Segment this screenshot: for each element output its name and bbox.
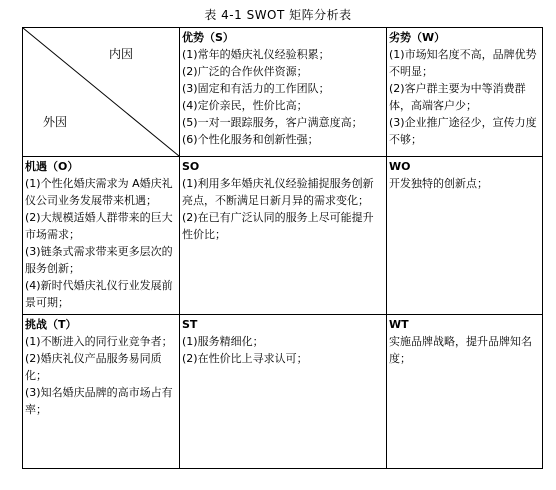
outer-factor-label: 外因 [43,115,68,129]
opportunity-item: (2)大规模适婚人群带来的巨大市场需求； [25,211,173,241]
strength-item: (1)常年的婚庆礼仪经验积累； [182,48,330,61]
threat-item: (2)婚庆礼仪产品服务易同质化； [25,352,162,382]
table-row [23,157,543,315]
threats-heading: 挑战（T） [25,318,77,331]
so-strategy-item: (1)利用多年婚庆礼仪经验捕捉服务创新亮点，不断满足日新月异的需求变化； [182,177,374,207]
strength-item: (5)一对一跟踪服务，客户满意度高； [182,116,363,129]
strength-item: (6)个性化服务和创新性强； [182,133,319,146]
opportunities-heading: 机遇（O） [25,160,79,173]
swot-matrix-table [22,27,543,469]
opportunity-item: (1)个性化婚庆需求为 A婚庆礼仪公司业务发展带来机遇； [25,177,173,207]
st-strategy-item: (1)服务精细化； [182,335,264,348]
threats-cell [23,315,180,469]
opportunities-cell [23,157,180,315]
table-row [23,315,543,469]
weakness-item: (1)市场知名度不高，品牌优势不明显； [389,48,537,78]
st-strategy-cell [180,315,387,469]
inner-factor-label: 内因 [109,47,134,61]
weaknesses-heading: 劣势（W） [389,31,446,44]
weakness-item: (2)客户群主要为中等消费群体，高端客户少； [389,82,526,112]
st-strategy-item: (2)在性价比上寻求认可； [182,352,308,365]
strengths-cell [180,28,387,157]
strengths-heading: 优势（S） [182,31,234,44]
weakness-item: (3)企业推广途径少，宣传力度不够； [389,116,537,146]
wt-strategy-cell [387,315,543,469]
table-row [23,28,543,157]
wo-strategy-item: 开发独特的创新点； [389,177,488,190]
strength-item: (2)广泛的合作伙伴资源； [182,65,308,78]
wt-heading: WT [389,318,409,331]
opportunity-item: (4)新时代婚庆礼仪行业发展前景可期； [25,279,173,309]
so-heading: SO [182,160,200,173]
strength-item: (4)定价亲民，性价比高； [182,99,308,112]
so-strategy-cell [180,157,387,315]
wo-heading: WO [389,160,411,173]
corner-cell [23,28,180,157]
wt-strategy-item: 实施品牌战略，提升品牌知名度； [389,335,532,365]
diagonal-divider [23,28,179,156]
so-strategy-item: (2)在已有广泛认同的服务上尽可能提升性价比； [182,211,374,241]
threat-item: (1)不断进入的同行业竞争者； [25,335,173,348]
strength-item: (3)固定和有活力的工作团队； [182,82,330,95]
table-caption: 表 4-1 SWOT 矩阵分析表 [204,8,352,22]
opportunity-item: (3)链条式需求带来更多层次的服务创新； [25,245,173,275]
st-heading: ST [182,318,198,331]
threat-item: (3)知名婚庆品牌的高市场占有率； [25,386,173,416]
wo-strategy-cell [387,157,543,315]
weaknesses-cell [387,28,543,157]
